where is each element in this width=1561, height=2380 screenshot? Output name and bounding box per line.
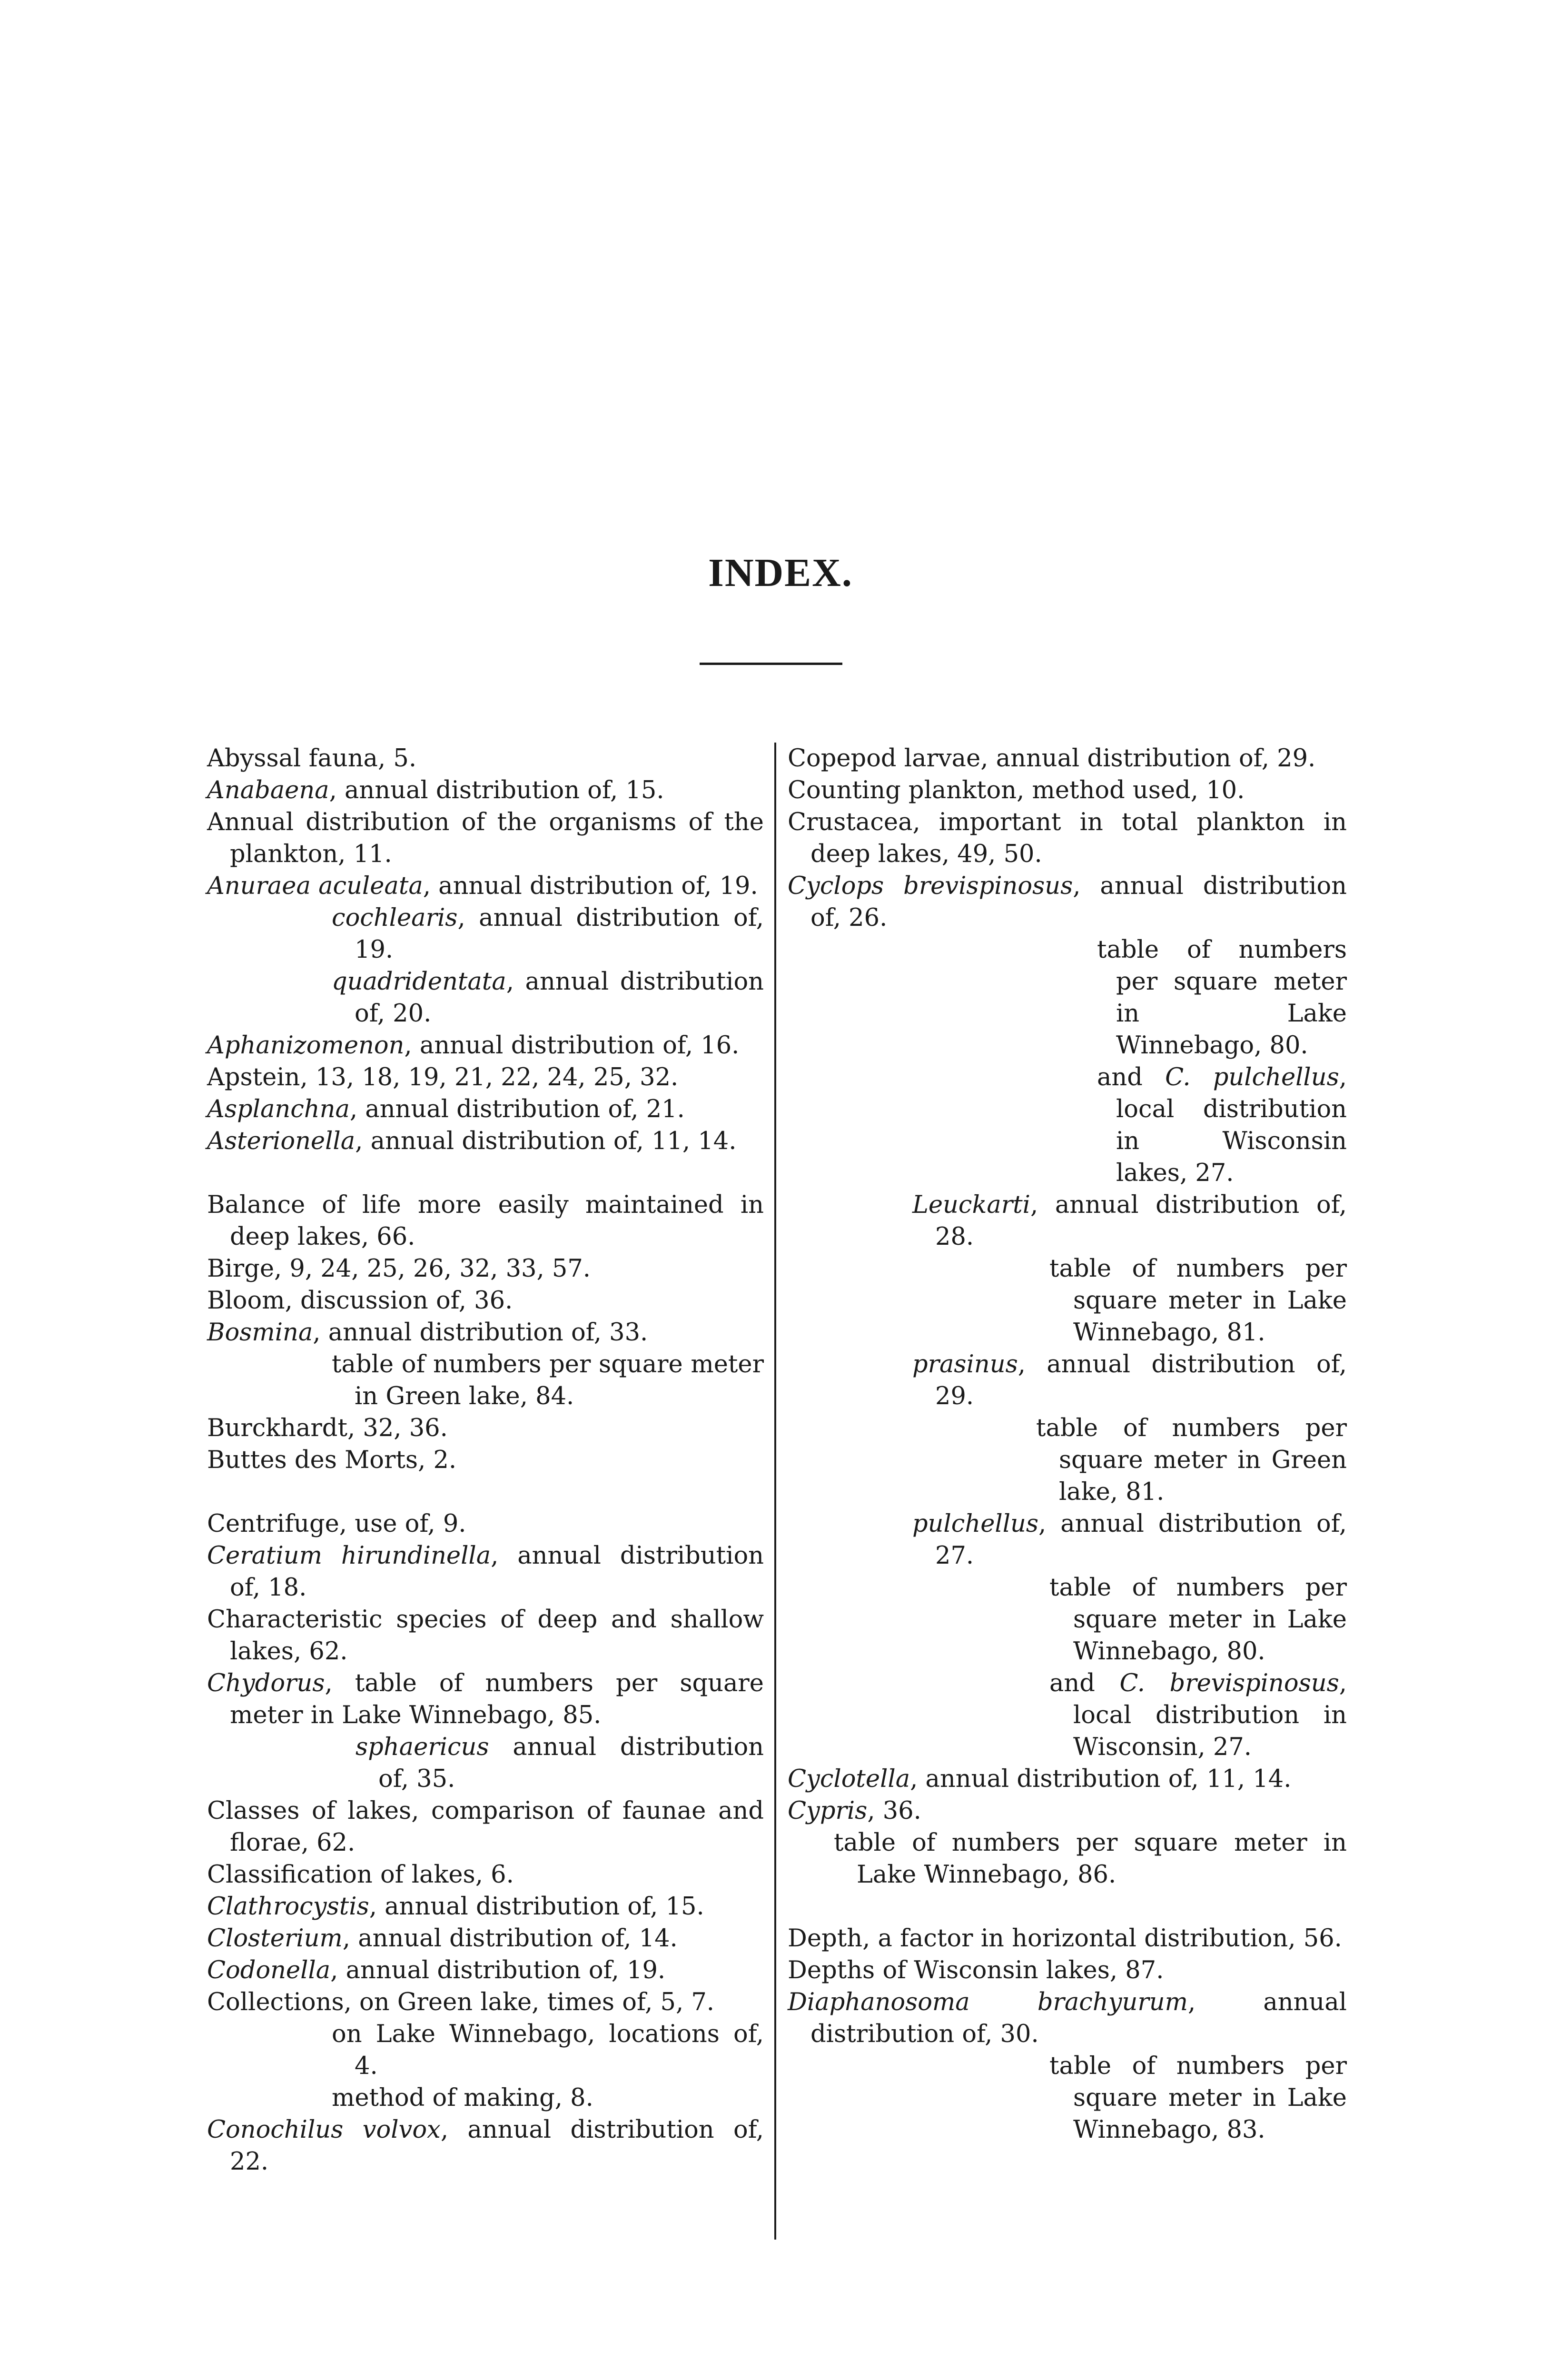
entry-text: , annual distribution of, 15. [329,776,664,804]
index-entry [207,1508,764,1540]
index-entry [207,1285,764,1317]
index-entry [207,774,764,806]
entry-text: , annual distribution of, 29. [980,744,1316,773]
entry-text: , annual distribution of, 21. [349,1095,685,1123]
index-subentry [207,1731,764,1795]
entry-text: table of numbers per square meter in Green lake, 81. [1036,1414,1347,1506]
index-entry [207,1923,764,1954]
entry-text: annual distribution of, 35. [378,1733,764,1793]
entry-heading: and [1097,1063,1166,1091]
entry-heading: sphaericus [356,1733,489,1761]
entry-heading: Depths of Wisconsin lakes [788,1956,1110,1984]
entry-heading: Classification of lakes [207,1861,475,1889]
entry-text: , annual distribution of, 19. [355,904,764,964]
index-entry [788,870,1347,934]
entry-text: , annual distribution of, 11, 14. [355,1127,737,1155]
index-entry [207,1540,764,1604]
index-subentry [788,1827,1347,1891]
entry-text: , local distribution in Wisconsin lakes, 27. [1116,1063,1347,1187]
entry-text: , annual distribution of, 30. [810,1988,1347,2048]
index-entry [207,2114,764,2178]
index-subentry [788,1061,1347,1189]
index-column-right [788,743,1347,2146]
entry-heading: Codonella [207,1956,331,1984]
index-subentry [788,934,1347,1061]
entry-text: , 11. [338,840,392,868]
index-entry [207,1667,764,1731]
entry-heading: Copepod larvae [788,744,981,773]
entry-text: , annual distribution of, 18. [230,1542,764,1602]
entry-text: , 13, 18, 19, 21, 22, 24, 25, 32. [300,1063,679,1091]
index-column-left [207,743,764,2178]
index-entry [207,1061,764,1093]
entry-heading: Characteristic species of deep and shallow lakes [207,1606,764,1666]
entry-text: , 6. [475,1861,514,1889]
section-gap [207,1157,764,1189]
entry-heading: and [1049,1669,1120,1697]
entry-text: , local distribution in Wisconsin, 27. [1073,1669,1347,1761]
index-entry [788,806,1347,870]
index-subentry [788,1349,1347,1412]
index-entry [207,1030,764,1061]
entry-text: , method used, 10. [1017,776,1245,804]
index-entry [207,1444,764,1476]
entry-heading: Asplanchna [207,1095,350,1123]
entry-heading: Cyclops brevispinosus [788,872,1073,900]
entry-heading: Bosmina [207,1319,313,1347]
entry-text: table of numbers per square meter in Lake Winnebago, 86. [834,1829,1347,1889]
entry-text: , table of numbers per square meter in Lake Winnebago, 85. [230,1669,764,1729]
index-entry [207,806,764,870]
index-entry [207,1412,764,1444]
entry-text: , 32, 36. [347,1414,448,1442]
entry-text: table of numbers per square meter in Lake Winnebago, 80. [1097,936,1347,1060]
entry-text: , annual distribution of, 26. [810,872,1347,932]
section-gap [207,1476,764,1508]
entry-heading: Balance of life more easily maintained in deep lakes [207,1191,764,1251]
index-entry [207,1189,764,1253]
entry-heading: Anuraea aculeata [207,872,423,900]
entry-heading: Apstein [207,1063,300,1091]
entry-text: table of numbers per square meter in Lake Winnebago, 83. [1049,2052,1347,2144]
entry-italic-text: C. brevispinosus [1119,1669,1339,1697]
entry-italic-text: C. pulchellus [1165,1063,1339,1091]
entry-text: , 9, 24, 25, 26, 32, 33, 57. [274,1255,591,1283]
entry-text: , 66. [361,1223,415,1251]
entry-text: , discussion of, 36. [285,1287,513,1315]
entry-heading: Ceratium hirundinella [207,1542,491,1570]
entry-heading: Annual distribution of the organisms of the plankton [207,808,764,868]
entry-heading: Classes of lakes [207,1797,412,1825]
entry-text: table of numbers per square meter in Lake Winnebago, 81. [1049,1255,1347,1347]
entry-text: , 87. [1109,1956,1164,1984]
entry-text: , comparison of faunae and florae, 62. [230,1797,764,1857]
entry-heading: Aphanizomenon [207,1031,405,1060]
index-entry [788,774,1347,806]
index-entry [788,1763,1347,1795]
index-entry [788,1795,1347,1827]
entry-heading: Cyclotella [788,1765,910,1793]
entry-heading: Centrifuge [207,1510,339,1538]
index-entry [207,1986,764,2018]
entry-heading: Abyssal fauna [207,744,378,773]
entry-text: , 62. [293,1637,348,1666]
index-entry [788,1923,1347,1954]
entry-heading: Diaphanosoma brachyurum [788,1988,1188,2016]
entry-text: method of making, 8. [332,2084,593,2112]
entry-text: , annual distribution of, 14. [342,1924,678,1953]
index-subentry [788,2050,1347,2146]
index-subentry [788,1412,1347,1508]
index-entry [788,743,1347,774]
entry-text: , annual distribution of, 22. [230,2116,764,2176]
entry-heading: Conochilus volvox [207,2116,441,2144]
entry-heading: Counting plankton [788,776,1017,804]
entry-heading: quadridentata [332,968,506,996]
entry-text: , use of, 9. [339,1510,466,1538]
index-entry [788,1986,1347,2050]
entry-heading: Collections [207,1988,344,2016]
column-divider [774,743,776,2240]
entry-heading: Clathrocystis [207,1893,369,1921]
entry-heading: Crustacea [788,808,913,836]
entry-heading: Cypris [788,1797,868,1825]
entry-heading: Buttes des Morts [207,1446,418,1474]
entry-text: table of numbers per square meter in Green lake, 84. [332,1350,764,1410]
index-entry [207,743,764,774]
index-entry [207,870,764,902]
entry-text: , annual distribution of, 15. [369,1893,704,1921]
entry-heading: Chydorus [207,1669,325,1697]
entry-heading: pulchellus [912,1510,1039,1538]
entry-text: table of numbers per square meter in Lake Winnebago, 80. [1049,1574,1347,1666]
index-subentry [207,2018,764,2082]
entry-text: , a factor in horizontal distribution, 56. [862,1924,1342,1953]
index-entry [207,1954,764,1986]
entry-text: , annual distribution of, 16. [404,1031,740,1060]
entry-heading: Depth [788,1924,863,1953]
entry-heading: Birge [207,1255,274,1283]
entry-text: , 36. [867,1797,921,1825]
index-subentry [788,1572,1347,1667]
entry-heading: cochlearis [332,904,458,932]
entry-heading: Burckhardt [207,1414,347,1442]
index-subentry [788,1508,1347,1572]
index-subentry [207,1349,764,1412]
entry-text: , annual distribution of, 28. [935,1191,1347,1251]
index-subentry [207,966,764,1030]
index-subentry [207,902,764,966]
entry-text: , annual distribution of, 27. [935,1510,1347,1570]
entry-text: , on Green lake, times of, 5, 7. [344,1988,715,2016]
entry-heading: prasinus [912,1350,1018,1378]
entry-text: , annual distribution of, 29. [935,1350,1347,1410]
index-entry [207,1125,764,1157]
entry-text: , important in total plankton in deep lakes, 49, 50. [810,808,1347,868]
index-entry [207,1891,764,1923]
entry-heading: Anabaena [207,776,329,804]
index-entry [207,1317,764,1349]
index-entry [207,1859,764,1891]
index-entry [207,1604,764,1667]
entry-text: on Lake Winnebago, locations of, 4. [332,2020,764,2080]
page-title: INDEX. [708,551,853,595]
entry-text: , annual distribution of, 19. [330,1956,666,1984]
index-subentry [788,1189,1347,1253]
entry-text: , annual distribution of, 19. [423,872,758,900]
entry-text: , 2. [418,1446,457,1474]
index-entry [788,1954,1347,1986]
index-subentry [207,2082,764,2114]
entry-heading: Leuckarti [912,1191,1030,1219]
index-entry [207,1093,764,1125]
entry-heading: Asterionella [207,1127,356,1155]
entry-heading: Closterium [207,1924,343,1953]
entry-text: , 5. [377,744,417,773]
entry-heading: Bloom [207,1287,285,1315]
index-subentry [788,1253,1347,1349]
title-rule [700,663,842,665]
entry-text: , annual distribution of, 20. [355,968,764,1028]
index-subentry [788,1667,1347,1763]
index-entry [207,1253,764,1285]
entry-text: , annual distribution of, 33. [313,1319,648,1347]
index-entry [207,1795,764,1859]
entry-text: , annual distribution of, 11, 14. [910,1765,1292,1793]
section-gap [788,1891,1347,1923]
